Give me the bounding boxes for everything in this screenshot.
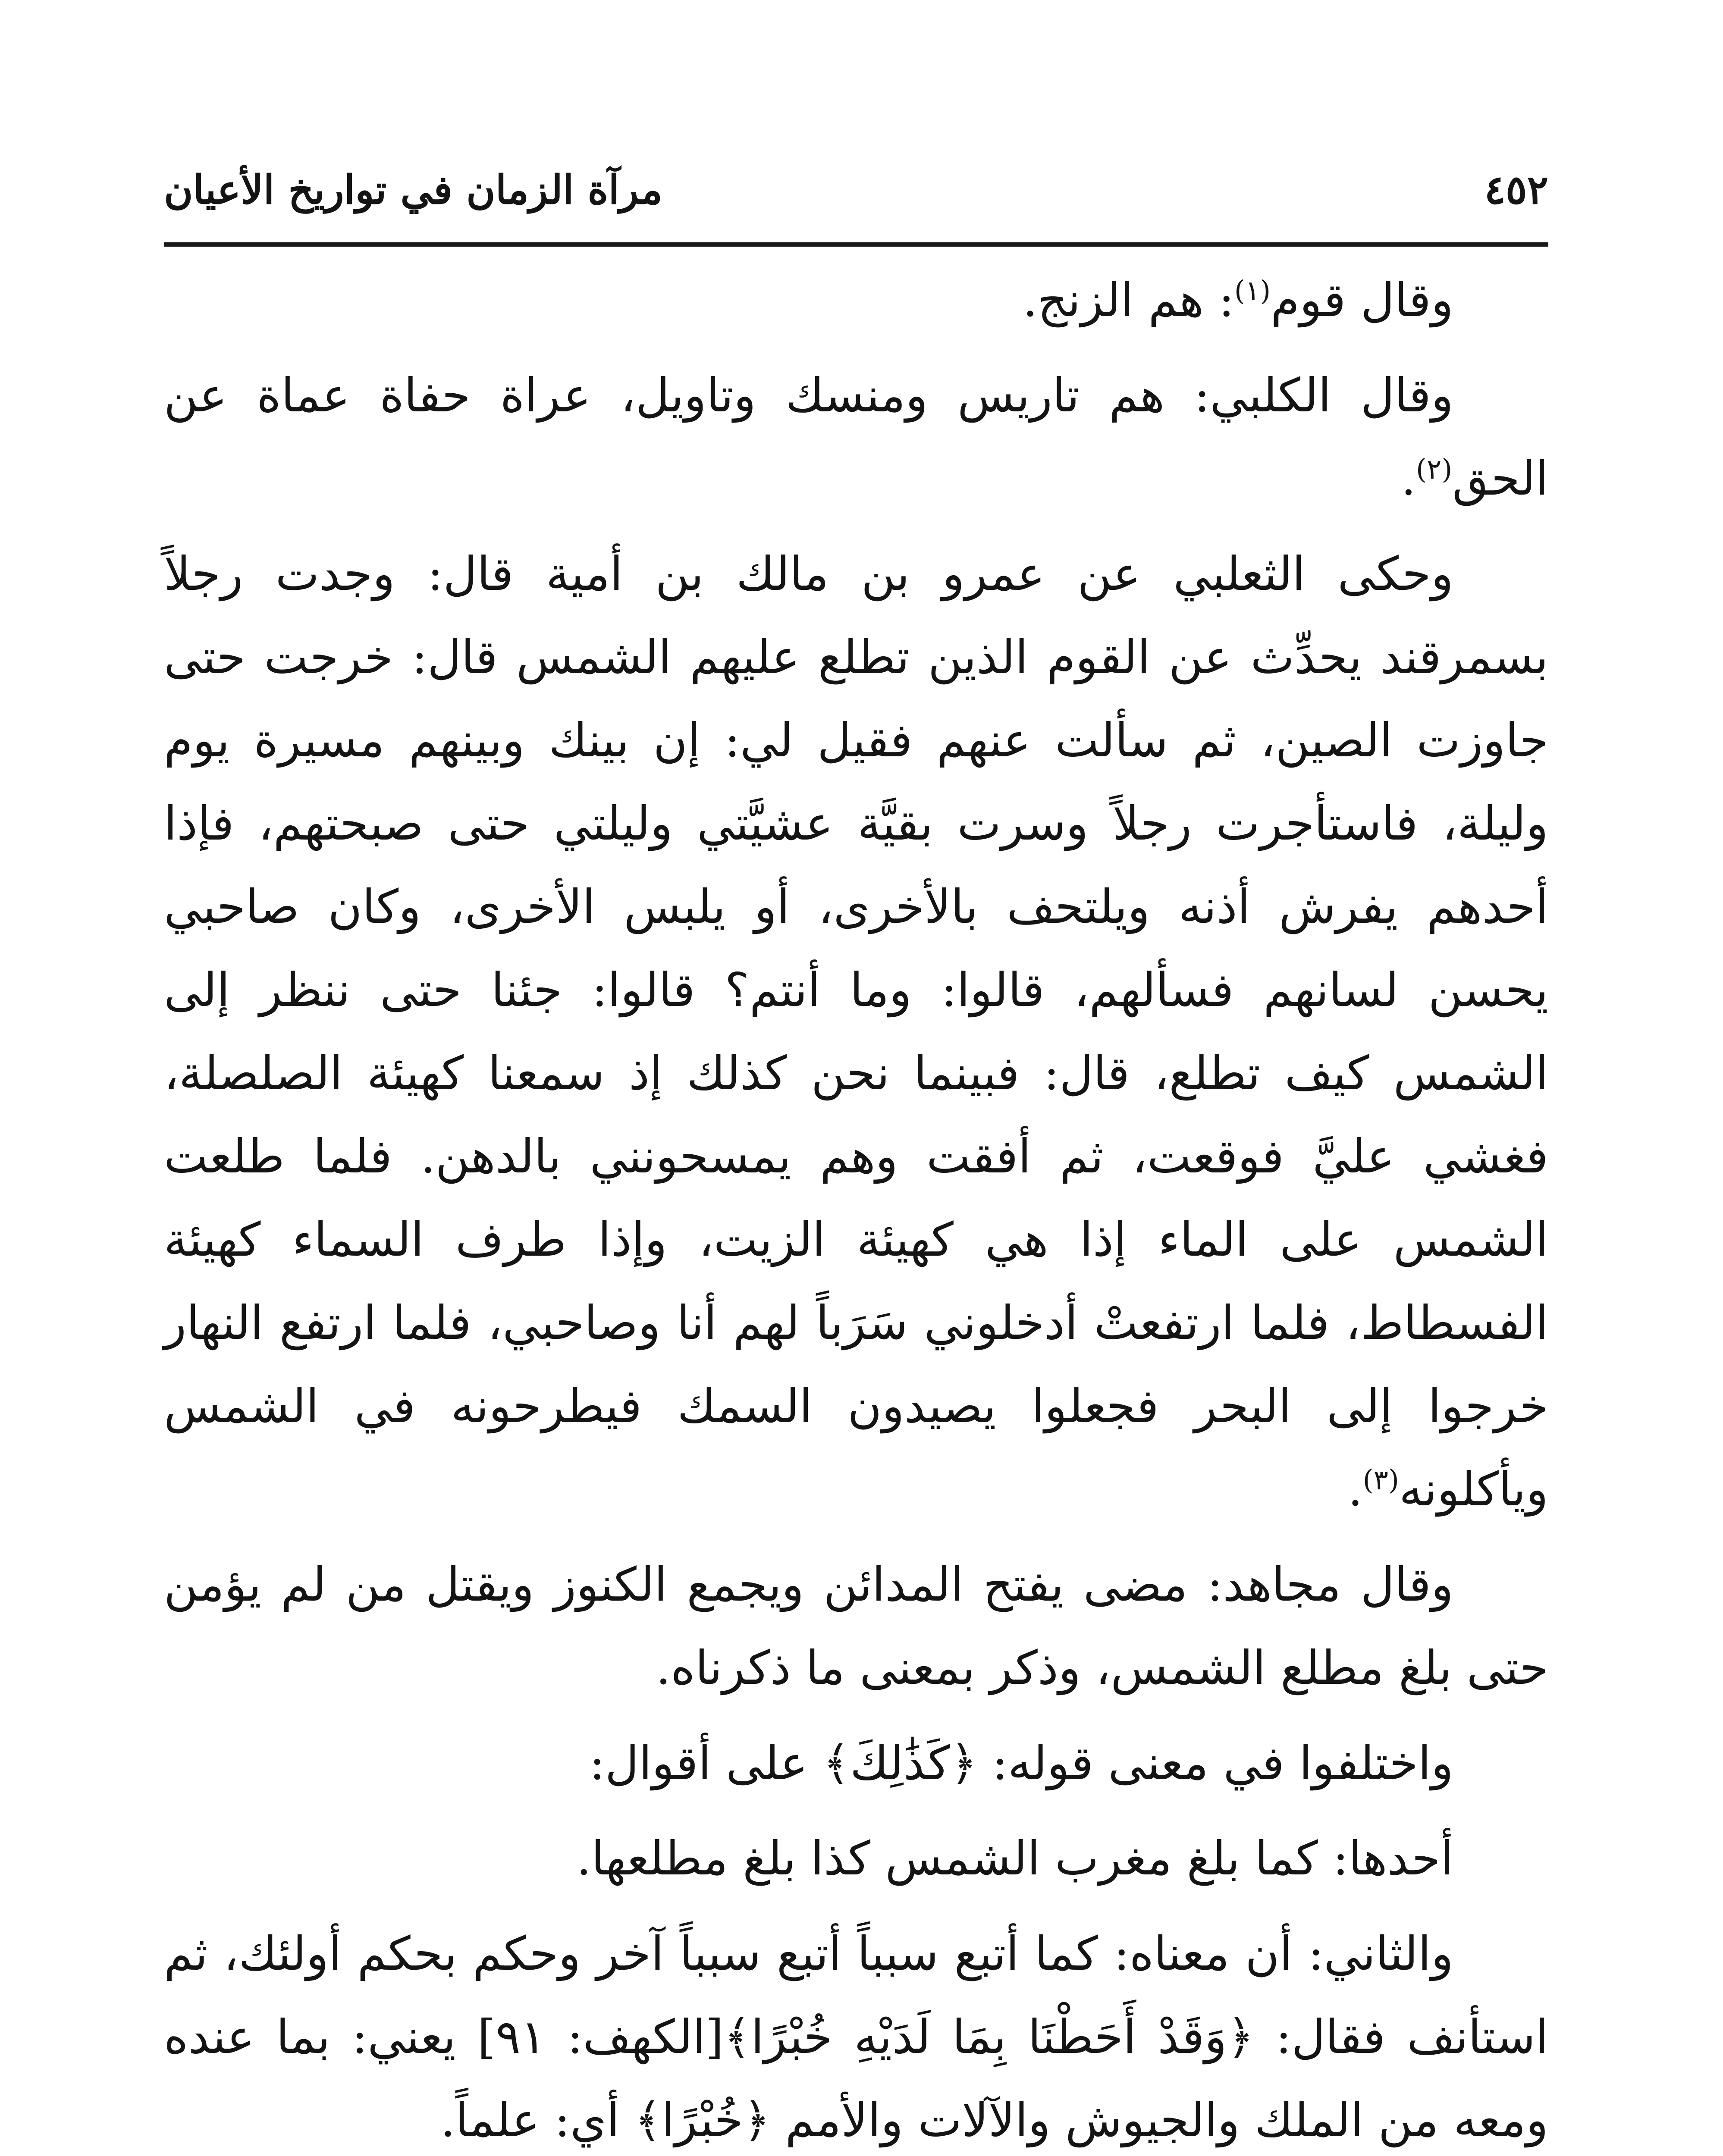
main-text (164, 259, 1548, 2156)
paragraph-text: وحكى الثعلبي عن عمرو بن مالك بن أمية قال: وجدت رجلاً بسمرقند يحدِّث عن القوم الذين تطلع عليهم الشمس قال: خرجت حتى جاوزت الصين، ثم سألت عنهم فقيل لي: إن بينك وبينهم مسيرة يوم وليلة، فاستأجرت رجلاً وسرت بقيَّة عشيَّتي وليلتي حتى صبحتهم، فإذا أحدهم يفرش أذنه ويلتحف بالأخرى، أو يلبس الأخرى، وكان صاحبي يحسن لسانهم فسألهم، قالوا: وما أنتم؟ قالوا: جئنا حتى ننظر إلى الشمس كيف تطلع، قال: فبينما نحن كذلك إذ سمعنا كهيئة الصلصلة، فغشي عليَّ فوقعت، ثم أفقت وهم يمسحونني بالدهن. فلما طلعت الشمس على الماء إذا هي كهيئة الزيت، وإذا طرف السماء كهيئة الفسطاط، فلما ارتفعتْ أدخلوني سَرَباً لهم أنا وصاحبي، فلما ارتفع النهار خرجوا إلى البحر فجعلوا يصيدون السمك فيطرحونه في الشمس ويأكلونه (164, 547, 1548, 1517)
paragraph-text-tail: . (1401, 452, 1416, 506)
paragraph-2 (164, 354, 1548, 520)
paragraph-1 (164, 259, 1548, 342)
paragraph-3 (164, 533, 1548, 1531)
paragraph-text: وقال قوم (1271, 273, 1453, 327)
paragraph-7 (164, 1912, 1548, 2156)
footnote-ref-3: (٣) (1362, 1464, 1399, 1496)
footnote-ref-2: (٢) (1415, 454, 1453, 486)
paragraph-4 (164, 1543, 1548, 1710)
header-rule (164, 242, 1548, 247)
running-title: مرآة الزمان في تواريخ الأعيان (164, 166, 663, 213)
paragraph-5 (164, 1722, 1548, 1805)
page-number: ٤٥٢ (1484, 166, 1548, 213)
footnote-ref-1: (١) (1234, 275, 1271, 307)
paragraph-text: والثاني: أن معناه: كما أتبع سبباً أتبع سبباً آخر وحكم بحكم أولئك، ثم استأنف فقال: ﴿وَقَدْ أَحَطْنَا بِمَا لَدَيْهِ خُبْرًا﴾[الكهف: ٩١] يعني: بما عنده ومعه من الملك والجيوش والآلات والأمم ﴿خُبْرًا﴾ أي: علماً. (164, 1927, 1548, 2147)
paragraph-text-tail: : هم الزنج. (1023, 273, 1234, 327)
page-header (164, 160, 1548, 220)
paragraph-text: وقال مجاهد: مضى يفتح المدائن ويجمع الكنوز ويقتل من لم يؤمن حتى بلغ مطلع الشمس، وذكر بمعنى ما ذكرناه. (164, 1558, 1548, 1695)
paragraph-text-tail: . (1348, 1463, 1363, 1517)
paragraph-6 (164, 1817, 1548, 1900)
paragraph-text: واختلفوا في معنى قوله: ﴿كَذَٰلِكَ﴾ على أقوال: (589, 1736, 1453, 1790)
paragraph-text: أحدها: كما بلغ مغرب الشمس كذا بلغ مطلعها. (576, 1832, 1453, 1886)
paragraph-text: وقال الكلبي: هم تاريس ومنسك وتاويل، عراة حفاة عماة عن الحق (164, 369, 1548, 506)
